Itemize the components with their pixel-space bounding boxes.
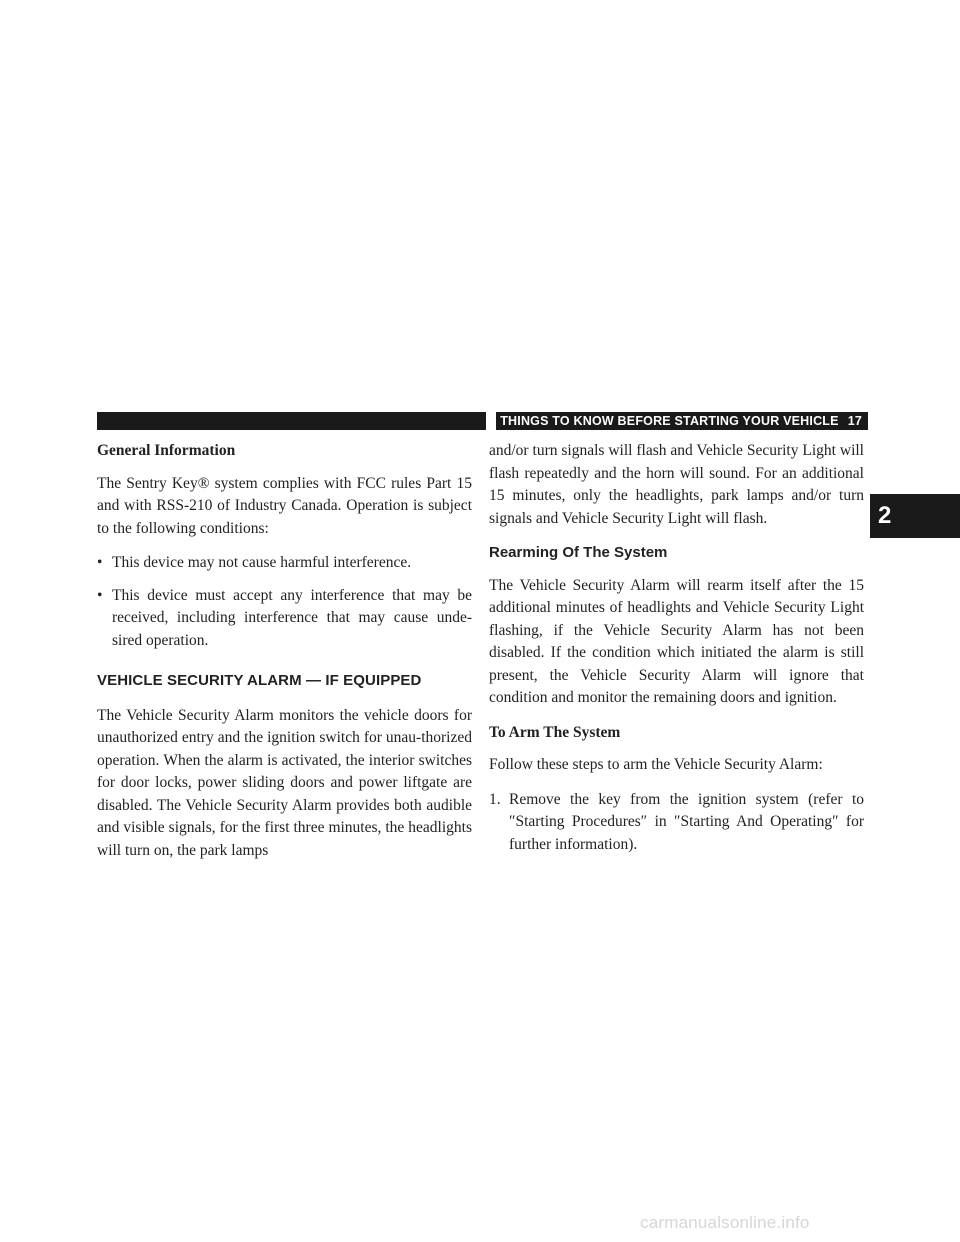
list-item-text: This device must accept any interference that may be received, including interference that may cause unde-sired operation. [112, 586, 472, 649]
page-number: 17 [847, 414, 862, 428]
right-column [489, 440, 864, 856]
general-information-paragraph: The Sentry Key® system complies with FCC rules Part 15 and with RSS-210 of Industry Canada. Operation is subject to the following conditions: [97, 474, 472, 537]
general-information-heading: General Information [97, 442, 236, 459]
list-item [489, 789, 864, 857]
running-header [97, 412, 868, 430]
conditions-list [97, 552, 472, 652]
header-title: THINGS TO KNOW BEFORE STARTING YOUR VEHICLE [500, 414, 839, 428]
list-item [97, 585, 472, 653]
watermark: carmanualsonline.info [640, 1213, 810, 1232]
step-number: 1. [489, 790, 501, 808]
bullet-icon: • [97, 586, 103, 604]
arm-steps-list [489, 789, 864, 857]
list-item [97, 552, 472, 575]
vehicle-security-alarm-heading: VEHICLE SECURITY ALARM — IF EQUIPPED [97, 672, 422, 689]
rearming-heading: Rearming Of The System [489, 544, 668, 561]
step-text: Remove the key from the ignition system (refer to ″Starting Procedures″ in ″Starting And Operating″ for further information). [509, 790, 864, 853]
continued-paragraph: and/or turn signals will flash and Vehicle Security Light will flash repeatedly and the horn will sound. For an additional 15 minutes, only the headlights, park lamps and/or turn signals and Vehicle Security Light will flash. [489, 442, 864, 527]
rearming-paragraph: The Vehicle Security Alarm will rearm itself after the 15 additional minutes of headlights and Vehicle Security Light flashing, if the Vehicle Security Alarm has not been disabled. If the condition which initiated the alarm is still present, the Vehicle Security Alarm will ignore that condition and monitor the remaining doors and ignition. [489, 576, 864, 706]
left-column [97, 440, 472, 874]
list-item-text: This device may not cause harmful interference. [112, 554, 412, 571]
header-title-block [496, 412, 868, 430]
header-rule [97, 412, 486, 430]
chapter-tab [870, 494, 960, 538]
arm-system-heading: To Arm The System [489, 723, 621, 741]
bullet-icon: • [97, 554, 103, 571]
chapter-number: 2 [878, 502, 892, 529]
vehicle-security-alarm-paragraph: The Vehicle Security Alarm monitors the vehicle doors for unauthorized entry and the ignition switch for unau-thorized operation. When the alarm is activated, the interior switches for door locks, power sliding doors and power liftgate are disabled. The Vehicle Security Alarm provides both audible and visible signals, for the first three minutes, the headlights will turn on, the park lamps [97, 706, 472, 859]
arm-system-intro: Follow these steps to arm the Vehicle Security Alarm: [489, 756, 823, 773]
